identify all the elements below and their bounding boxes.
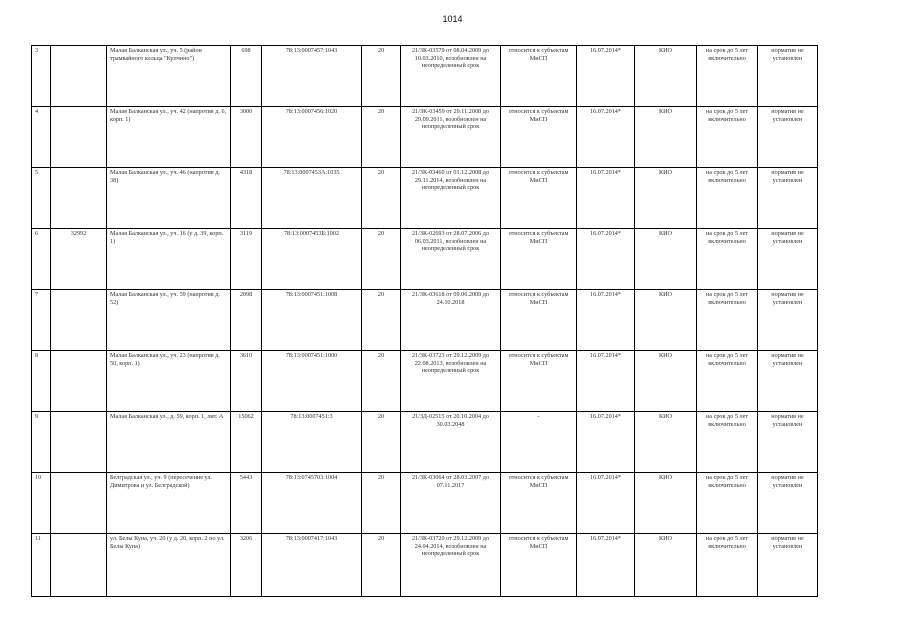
organization-cell: КИО <box>635 290 697 351</box>
norm-cell: норматив не установлен <box>758 290 818 351</box>
cadastral-number-cell: 78:13:0007451:3 <box>262 412 362 473</box>
object-code <box>51 46 107 107</box>
table-row <box>32 168 818 229</box>
date-cell: 16.07.2014* <box>577 412 635 473</box>
organization-cell: КИО <box>635 351 697 412</box>
category-cell: относится к субъектам МиСП <box>501 168 577 229</box>
object-code <box>51 290 107 351</box>
object-code <box>51 351 107 412</box>
object-code <box>51 534 107 597</box>
zone-cell: 20 <box>362 412 401 473</box>
organization-cell: КИО <box>635 229 697 290</box>
cadastral-number-cell: 78:13:0007453Б:1002 <box>262 229 362 290</box>
address-cell: Малая Балканская ул., уч. 42 (напротив д. 6, корп. 1) <box>107 107 231 168</box>
object-code <box>51 473 107 534</box>
area-cell: 4318 <box>231 168 262 229</box>
zone-cell: 20 <box>362 473 401 534</box>
area-cell: 15062 <box>231 412 262 473</box>
row-number: 10 <box>32 473 51 534</box>
date-cell: 16.07.2014* <box>577 473 635 534</box>
organization-cell: КИО <box>635 46 697 107</box>
norm-cell: норматив не установлен <box>758 473 818 534</box>
norm-cell: норматив не установлен <box>758 412 818 473</box>
zone-cell: 20 <box>362 168 401 229</box>
date-cell: 16.07.2014* <box>577 168 635 229</box>
category-cell: относится к субъектам МиСП <box>501 534 577 597</box>
cadastral-number-cell: 78:13:0007417:1043 <box>262 534 362 597</box>
row-number: 5 <box>32 168 51 229</box>
norm-cell: норматив не установлен <box>758 229 818 290</box>
term-cell: на срок до 5 лет включительно <box>697 473 758 534</box>
organization-cell: КИО <box>635 168 697 229</box>
row-number: 4 <box>32 107 51 168</box>
object-code <box>51 168 107 229</box>
term-cell: на срок до 5 лет включительно <box>697 107 758 168</box>
zone-cell: 20 <box>362 107 401 168</box>
area-cell: 3610 <box>231 351 262 412</box>
norm-cell: норматив не установлен <box>758 46 818 107</box>
norm-cell: норматив не установлен <box>758 351 818 412</box>
area-cell: 2098 <box>231 290 262 351</box>
cadastral-number-cell: 78:13:0745703:1004 <box>262 473 362 534</box>
area-cell: 3000 <box>231 107 262 168</box>
row-number: 6 <box>32 229 51 290</box>
area-cell: 698 <box>231 46 262 107</box>
cadastral-number-cell: 78:13:0007451:1008 <box>262 290 362 351</box>
address-cell: ул. Белы Куна, уч. 20 (у д. 20, корп. 2 по ул. Белы Куна) <box>107 534 231 597</box>
term-cell: на срок до 5 лет включительно <box>697 46 758 107</box>
term-cell: на срок до 5 лет включительно <box>697 351 758 412</box>
row-number: 11 <box>32 534 51 597</box>
rent-contract-cell: 21/ЗК-03459 от 29.11.2008 до 29.09.2011, возобновлен на неопределенный срок <box>401 107 501 168</box>
table-row <box>32 290 818 351</box>
zone-cell: 20 <box>362 46 401 107</box>
category-cell: относится к субъектам МиСП <box>501 107 577 168</box>
table-row <box>32 107 818 168</box>
address-cell: Малая Балканская ул., уч. 46 (напротив д. 38) <box>107 168 231 229</box>
category-cell: относится к субъектам МиСП <box>501 351 577 412</box>
rent-contract-cell: 21/ЗД-02515 от 20.10.2004 до 30.03.2048 <box>401 412 501 473</box>
date-cell: 16.07.2014* <box>577 229 635 290</box>
category-cell: относится к субъектам МиСП <box>501 46 577 107</box>
term-cell: на срок до 5 лет включительно <box>697 534 758 597</box>
table-row <box>32 229 818 290</box>
table-row <box>32 412 818 473</box>
rent-contract-cell: 21/ЗК-03579 от 08.04.2009 до 10.03.2010, возобновлен на неопределенный срок <box>401 46 501 107</box>
zone-cell: 20 <box>362 351 401 412</box>
address-cell: Белградская ул., уч. 9 (пересечение ул. Димитрова и ул. Белградской) <box>107 473 231 534</box>
object-code <box>51 412 107 473</box>
address-cell: Малая Балканская ул., уч. 59 (напротив д. 52) <box>107 290 231 351</box>
date-cell: 16.07.2014* <box>577 46 635 107</box>
organization-cell: КИО <box>635 412 697 473</box>
organization-cell: КИО <box>635 534 697 597</box>
category-cell: относится к субъектам МиСП <box>501 229 577 290</box>
norm-cell: норматив не установлен <box>758 107 818 168</box>
rent-contract-cell: 21/ЗК-03064 от 28.03.2007 до 07.11.2017 <box>401 473 501 534</box>
area-cell: 5443 <box>231 473 262 534</box>
zone-cell: 20 <box>362 534 401 597</box>
row-number: 9 <box>32 412 51 473</box>
address-cell: Малая Балканская ул., уч. 5 (район трамвайного кольца "Купчино") <box>107 46 231 107</box>
rent-contract-cell: 21/ЗК-03460 от 01.12.2008 до 29.11.2014, возобновлен на неопределенный срок <box>401 168 501 229</box>
zone-cell: 20 <box>362 229 401 290</box>
table-row <box>32 46 818 107</box>
cadastral-number-cell: 78:13:0007457:1043 <box>262 46 362 107</box>
row-number: 8 <box>32 351 51 412</box>
norm-cell: норматив не установлен <box>758 168 818 229</box>
date-cell: 16.07.2014* <box>577 351 635 412</box>
area-cell: 3206 <box>231 534 262 597</box>
category-cell: - <box>501 412 577 473</box>
table-row <box>32 534 818 597</box>
object-code: 32992 <box>51 229 107 290</box>
organization-cell: КИО <box>635 473 697 534</box>
term-cell: на срок до 5 лет включительно <box>697 168 758 229</box>
address-cell: Малая Балканская ул., уч. 23 (напротив д. 50, корп. 1) <box>107 351 231 412</box>
cadastral-number-cell: 78:13:0007453А:1035 <box>262 168 362 229</box>
page-number: 1014 <box>442 14 463 24</box>
rent-contract-cell: 21/ЗК-03720 от 29.12.2009 до 24.04.2014, возобновлен на неопределенный срок <box>401 534 501 597</box>
category-cell: относится к субъектам МиСП <box>501 290 577 351</box>
rent-contract-cell: 21/ЗК-03618 от 09.06.2009 до 24.10.2018 <box>401 290 501 351</box>
row-number: 3 <box>32 46 51 107</box>
address-cell: Малая Балканская ул., д. 59, корп. 1, лит. А <box>107 412 231 473</box>
land-plots-table <box>31 45 818 597</box>
term-cell: на срок до 5 лет включительно <box>697 290 758 351</box>
term-cell: на срок до 5 лет включительно <box>697 412 758 473</box>
date-cell: 16.07.2014* <box>577 534 635 597</box>
table-row <box>32 473 818 534</box>
rent-contract-cell: 21/ЗК-02693 от 28.07.2006 до 06.03.2011, возобновлен на неопределенный срок <box>401 229 501 290</box>
object-code <box>51 107 107 168</box>
norm-cell: норматив не установлен <box>758 534 818 597</box>
address-cell: Малая Балканская ул., уч. 16 (у д. 39, корп. 1) <box>107 229 231 290</box>
date-cell: 16.07.2014* <box>577 107 635 168</box>
zone-cell: 20 <box>362 290 401 351</box>
cadastral-number-cell: 78:13:0007456:1020 <box>262 107 362 168</box>
rent-contract-cell: 21/ЗК-03723 от 29.12.2009 до 22.08.2013, возобновлен на неопределенный срок <box>401 351 501 412</box>
date-cell: 16.07.2014* <box>577 290 635 351</box>
table-row <box>32 351 818 412</box>
organization-cell: КИО <box>635 107 697 168</box>
category-cell: относится к субъектам МиСП <box>501 473 577 534</box>
cadastral-number-cell: 78:13:0007451:1000 <box>262 351 362 412</box>
term-cell: на срок до 5 лет включительно <box>697 229 758 290</box>
row-number: 7 <box>32 290 51 351</box>
area-cell: 3119 <box>231 229 262 290</box>
